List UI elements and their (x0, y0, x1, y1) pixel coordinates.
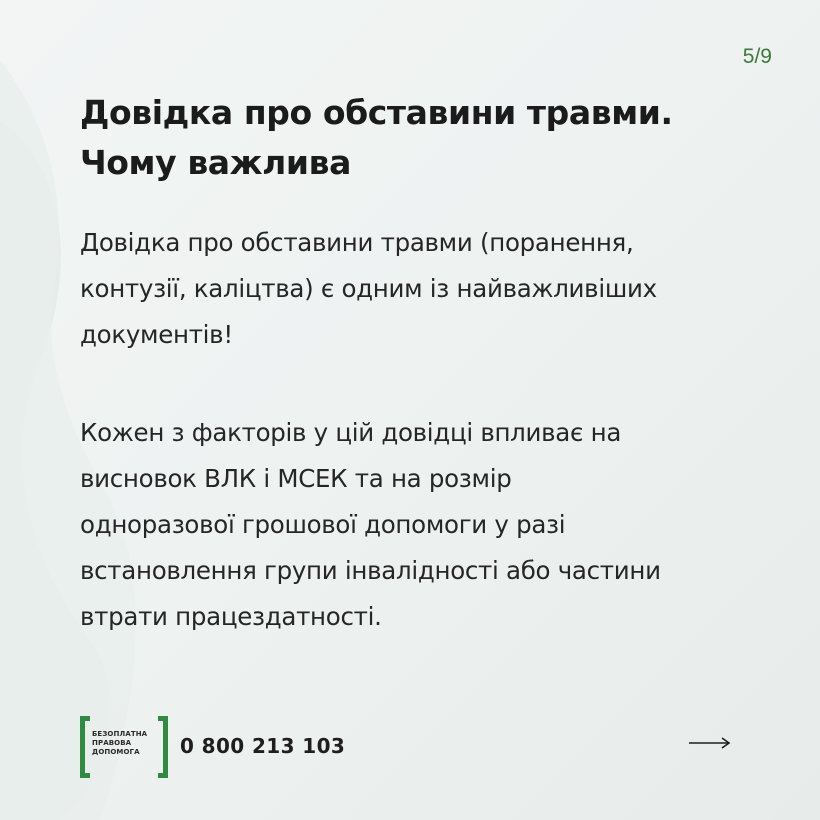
paragraph-line: встановлення групи інвалідності або частини (80, 556, 661, 585)
paragraph-line: одноразової грошової допомоги у разі (80, 510, 566, 539)
page-title (80, 88, 770, 188)
logo-text-line: БЕЗОПЛАТНА (92, 730, 148, 738)
paragraph-line: Довідка про обставини травми (поранення, (80, 228, 634, 257)
logo-text-line: ДОПОМОГА (92, 748, 140, 756)
paragraph-line: документів! (80, 320, 233, 349)
details-paragraph (80, 410, 780, 640)
logo-right-bracket (158, 716, 168, 778)
paragraph-line: контузії, каліцтва) є одним із найважливіших (80, 274, 657, 303)
logo-left-bracket (80, 716, 90, 778)
arrow-right-icon[interactable] (688, 736, 732, 750)
legal-aid-logo (80, 716, 168, 778)
hotline-phone[interactable]: 0 800 213 103 (180, 734, 346, 758)
page-counter: 5/9 (742, 45, 772, 68)
intro-paragraph (80, 220, 780, 358)
paragraph-line: Кожен з факторів у цій довідці впливає на (80, 418, 622, 447)
logo-text-line: ПРАВОВА (92, 739, 132, 747)
paragraph-line: висновок ВЛК і МСЕК та на розмір (80, 464, 512, 493)
logo-text (92, 730, 158, 757)
title-line: Чому важлива (80, 143, 351, 182)
paragraph-line: втрати працездатності. (80, 602, 382, 631)
title-line: Довідка про обставини травми. (80, 93, 673, 132)
footer (80, 716, 740, 780)
